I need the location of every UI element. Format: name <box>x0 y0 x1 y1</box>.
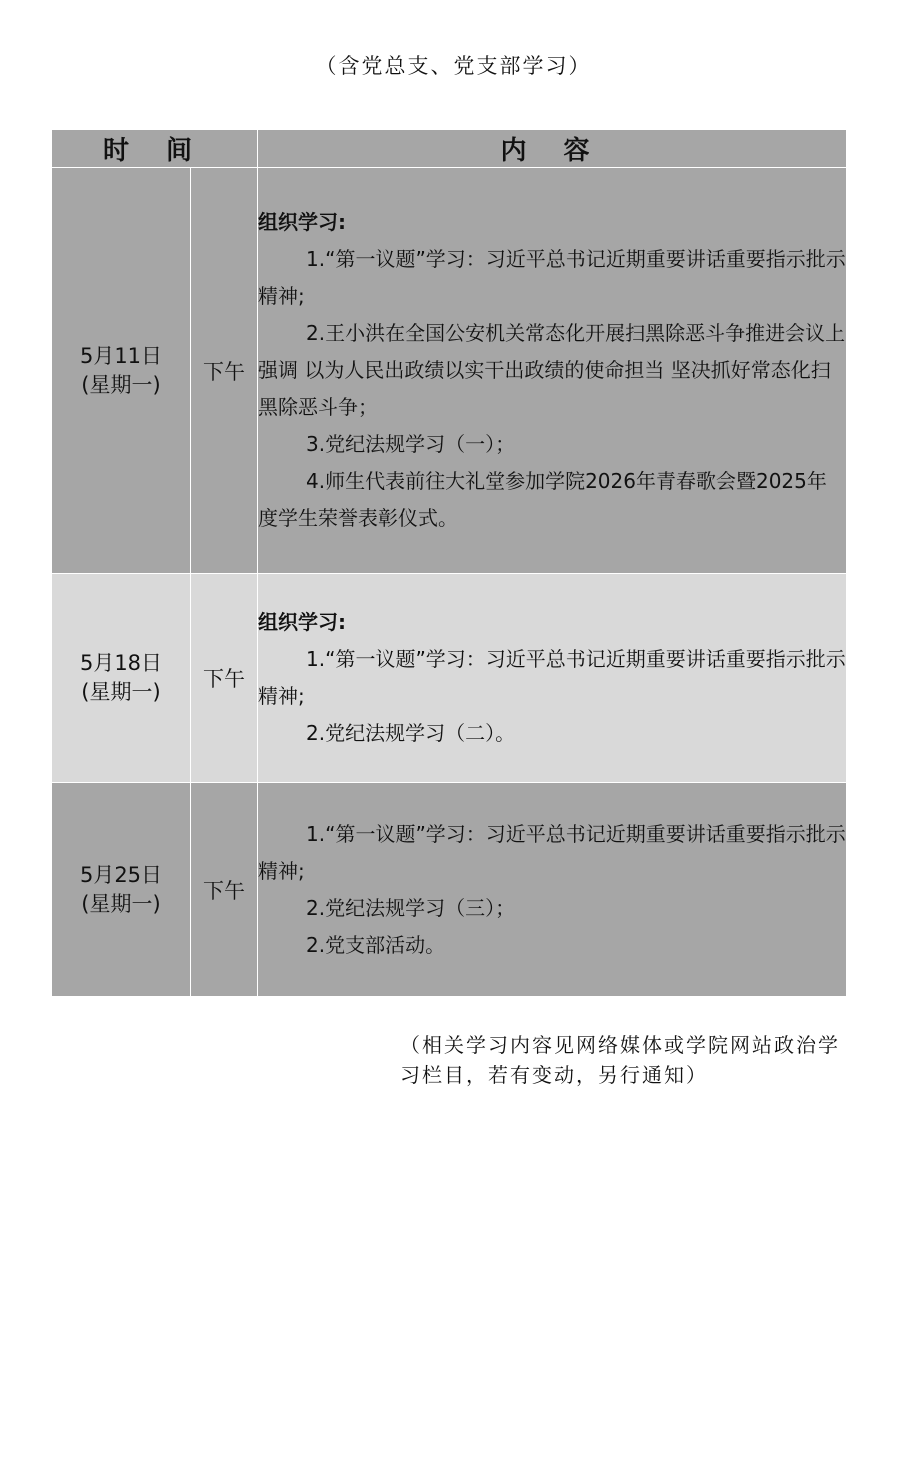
content-item: 1.“第一议题”学习：习近平总书记近期重要讲话重要指示批示精神; <box>258 247 846 308</box>
content-cell <box>258 574 847 783</box>
table-header-row <box>52 130 847 168</box>
weekday-text: (星期一) <box>81 372 161 397</box>
content-heading: 组织学习: <box>258 610 346 634</box>
content-item: 1.“第一议题”学习：习近平总书记近期重要讲话重要指示批示精神; <box>258 647 846 708</box>
content-item: 2.党支部活动。 <box>306 932 446 957</box>
period-cell: 下午 <box>191 783 258 997</box>
table-row <box>52 574 847 783</box>
header-content: 内 容 <box>258 130 847 168</box>
content-heading: 组织学习: <box>258 210 346 234</box>
schedule-table <box>51 129 847 997</box>
header-time: 时 间 <box>52 130 258 168</box>
weekday-text: (星期一) <box>81 891 161 916</box>
footnote: （相关学习内容见网络媒体或学院网站政治学习栏目，若有变动，另行通知） <box>400 1033 840 1087</box>
date-text: 5月18日 <box>79 651 163 675</box>
content-item: 4.师生代表前往大礼堂参加学院2026年青春歌会暨2025年度学生荣誉表彰仪式。 <box>258 469 827 530</box>
weekday-text: (星期一) <box>81 680 161 704</box>
date-cell <box>52 574 191 783</box>
content-item: 2.党纪法规学习（二）。 <box>306 721 516 745</box>
content-cell <box>258 783 847 997</box>
content-item: 1.“第一议题”学习：习近平总书记近期重要讲话重要指示批示精神; <box>258 821 846 883</box>
period-cell: 下午 <box>191 574 258 783</box>
date-cell <box>52 168 191 574</box>
period-cell: 下午 <box>191 168 258 574</box>
content-item: 2.党纪法规学习（三）； <box>306 895 516 920</box>
content-item: 2.王小洪在全国公安机关常态化开展扫黑除恶斗争推进会议上强调 以为人民出政绩以实干出政绩的使命担当 坚决抓好常态化扫黑除恶斗争； <box>258 321 846 419</box>
date-text: 5月25日 <box>79 862 163 887</box>
document-subtitle: （含党总支、党支部学习） <box>315 54 592 78</box>
content-cell <box>258 168 847 574</box>
date-text: 5月11日 <box>79 343 163 368</box>
table-row <box>52 168 847 574</box>
table-row <box>52 783 847 997</box>
date-cell <box>52 783 191 997</box>
content-item: 3.党纪法规学习（一）； <box>306 432 516 456</box>
